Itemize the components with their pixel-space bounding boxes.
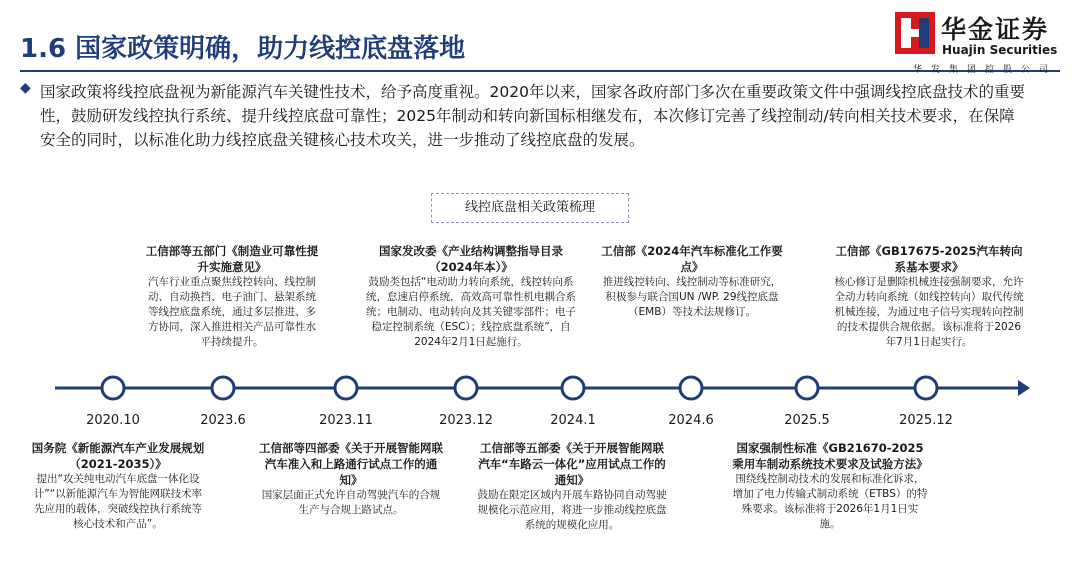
- intro-paragraph: 国家政策将线控底盘视为新能源汽车关键性技术，给予高度重视。2020年以来，国家各政府部门多次在重要政策文件中强调线控底盘技术的重要性，鼓励研发线控执行系统、提升线控底盘可靠性；2025年制动和转向新国标相继发布，本次修订完善了线控制动/转向相关技术要求，在保障安全的同时，以标准化助力线控底盘关键核心技术攻关，进一步推动了线控底盘的发展。: [40, 83, 1025, 149]
- timeline-node: [212, 377, 234, 399]
- policy-card-title: 国家发改委《产业结构调整指导目录（2024年本）》: [379, 244, 563, 274]
- timeline-node: [335, 377, 357, 399]
- policy-card-body: 围绕线控制动技术的发展和标准化诉求，增加了电力传输式制动系统（ETBS）的特殊要求。该标准将于2026年1月1日实施。: [732, 473, 928, 530]
- logo-subtitle: 华发集团控股公司: [912, 65, 1057, 75]
- timeline-date: 2023.6: [200, 413, 246, 428]
- timeline-date: 2025.5: [784, 413, 830, 428]
- timeline-node: [455, 377, 477, 399]
- policy-card-body: 鼓励在限定区域内开展车路协同自动驾驶规模化示范应用，将进一步推动线控底盘系统的规模化应用。: [477, 489, 667, 531]
- timeline-date: 2024.6: [668, 413, 714, 428]
- policy-card-title: 工信部等五部门《制造业可靠性提升实施意见》: [145, 244, 319, 274]
- policy-card: [832, 243, 1026, 350]
- timeline-date: 2024.1: [550, 413, 596, 428]
- policy-card: [143, 243, 321, 350]
- policy-card: [600, 243, 784, 320]
- policy-card-title: 工信部等四部委《关于开展智能网联汽车准入和上路通行试点工作的通知》: [259, 441, 443, 487]
- policy-card-body: 国家层面正式允许自动驾驶汽车的合规生产与合规上路试点。: [261, 489, 441, 516]
- policy-card-title: 国务院《新能源汽车产业发展规划（2021-2035）》: [31, 441, 205, 471]
- timeline-node: [796, 377, 818, 399]
- timeline-date: 2025.12: [899, 413, 953, 428]
- timeline-node: [915, 377, 937, 399]
- timeline-arrow-icon: [1018, 380, 1030, 396]
- timeline-date: 2020.10: [86, 413, 140, 428]
- timeline-date: 2023.12: [439, 413, 493, 428]
- policy-card-title: 工信部《2024年汽车标准化工作要点》: [601, 244, 783, 274]
- section-title: 线控底盘相关政策梳理: [431, 193, 629, 223]
- policy-card: [476, 440, 668, 533]
- bullet-diamond-icon: ◆: [20, 80, 31, 96]
- policy-card-body: 提出“攻关纯电动汽车底盘一体化设计”“以新能源汽车为智能网联技术率先应用的载体，突破线控执行系统等核心技术和产品”。: [33, 473, 203, 530]
- policy-card: [732, 440, 928, 532]
- logo-text-cn: 华金证券: [941, 15, 1050, 44]
- policy-card-body: 鼓励类包括“电动助力转向系统，线控转向系统，怠速启停系统，高效高可靠性机电耦合系统；电制动、电动转向及其关键零部件；电子稳定控制系统（ESC）；线控底盘系统”，自2024年2月1日起施行。: [366, 276, 576, 348]
- page-title: 1.6 国家政策明确，助力线控底盘落地: [20, 34, 466, 64]
- policy-card-title: 工信部等五部委《关于开展智能网联汽车“车路云一体化”应用试点工作的通知》: [478, 441, 666, 487]
- timeline-node: [562, 377, 584, 399]
- timeline-node: [102, 377, 124, 399]
- policy-card-body: 核心修订是删除机械连接强制要求，允许全动力转向系统（如线控转向）取代传统机械连接，为通过电子信号实现转向控制的技术提供合规依据。该标准将于2026年7月1日起实行。: [834, 276, 1024, 348]
- policy-card-body: 推进线控转向、线控制动等标准研究，积极参与联合国UN /WP. 29线控底盘（EMB）等技术法规修订。: [602, 276, 782, 318]
- timeline-date: 2023.11: [319, 413, 373, 428]
- policy-card-title: 国家强制性标准《GB21670-2025乘用车制动系统技术要求及试验方法》: [732, 441, 928, 471]
- policy-card: [30, 440, 206, 532]
- policy-card: [258, 440, 444, 518]
- policy-card-title: 工信部《GB17675-2025汽车转向系基本要求》: [835, 244, 1023, 274]
- timeline-node: [680, 377, 702, 399]
- logo-text-en: Huajin Securities: [942, 43, 1058, 57]
- policy-card-body: 汽车行业重点聚焦线控转向、线控制动、自动换挡、电子油门、悬架系统等线控底盘系统，通过多层推进、多方协同，深入推进相关产品可靠性水平持续提升。: [148, 276, 316, 348]
- policy-card: [366, 243, 576, 350]
